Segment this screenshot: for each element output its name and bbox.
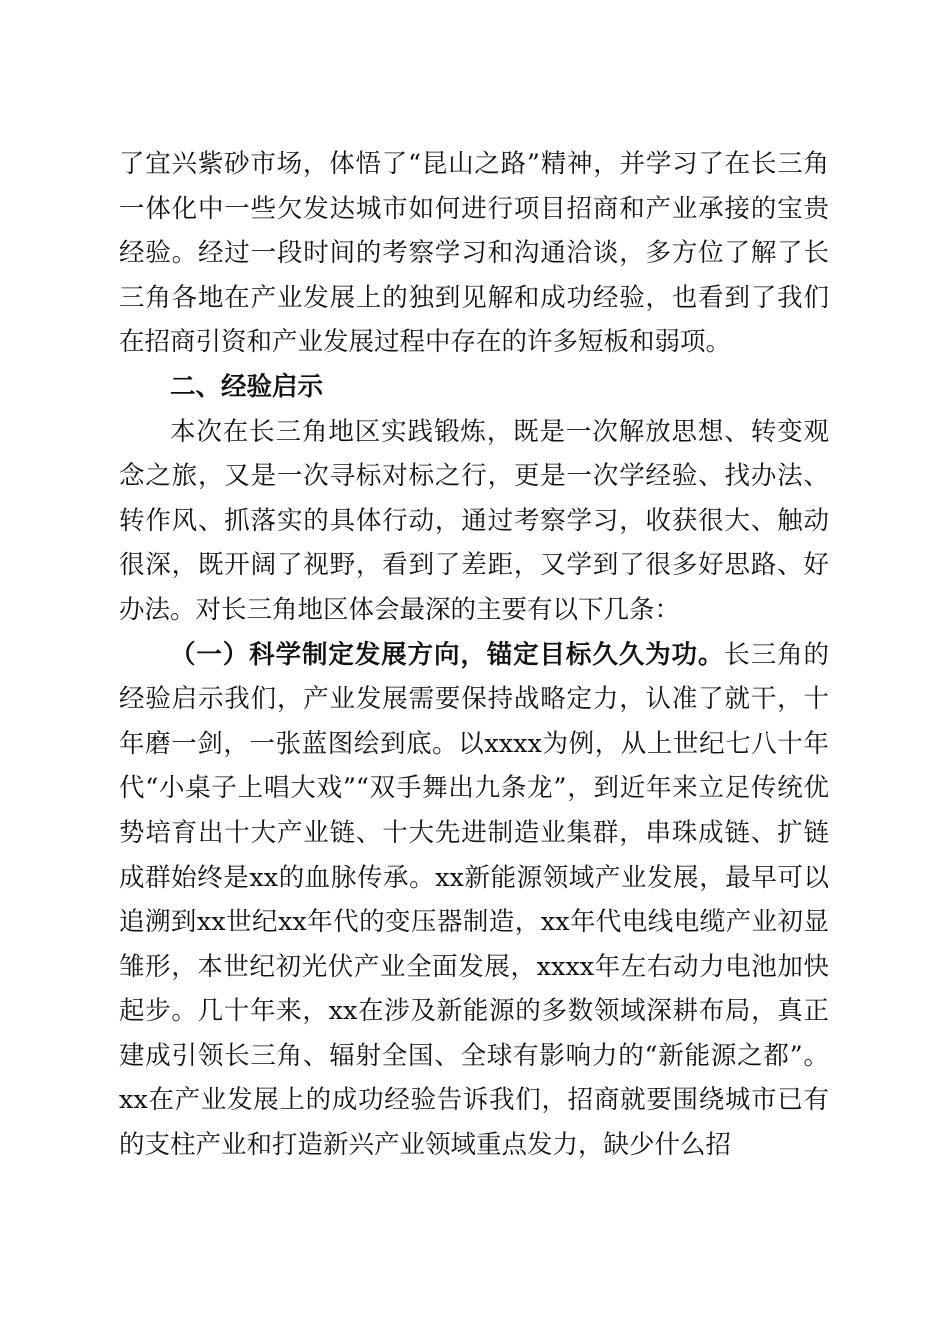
point-one-title: （一）科学制定发展方向，锚定目标久久为功。 <box>170 639 725 670</box>
point-one-body: 长三角的经验启示我们，产业发展需要保持战略定力，认准了就干，十年磨一剑，一张蓝图绘到底。以xxxx为例，从上世纪七八十年代“小桌子上唱大戏”“双手舞出九条龙”，到近年来立足传统优势培育出十大产业链、十大先进制造业集群，串珠成链、扩链成群始终是xx的血脉传承。xx新能源领域产业发展，最早可以追溯到xx世纪xx年代的变压器制造，xx年代电线电缆产业初显雏形，本世纪初光伏产业全面发展，xxxx年左右动力电池加快起步。几十年来，xx在涉及新能源的多数领域深耕布局，真正建成引领长三角、辐射全国、全球有影响力的“新能源之都”。xx在产业发展上的成功经验告诉我们，招商就要围绕城市已有的支柱产业和打造新兴产业领域重点发力，缺少什么招 <box>119 639 829 1161</box>
point-one-paragraph <box>119 633 829 1168</box>
intro-paragraph: 本次在长三角地区实践锻炼，既是一次解放思想、转变观念之旅，又是一次寻标对标之行，更是一次学经验、找办法、转作风、抓落实的具体行动，通过考察学习，收获很大、触动很深，既开阔了视野，看到了差距，又学到了很多好思路、好办法。对长三角地区体会最深的主要有以下几条： <box>119 416 829 625</box>
document-body <box>119 142 829 1168</box>
continued-paragraph: 了宜兴紫砂市场，体悟了“昆山之路”精神，并学习了在长三角一体化中一些欠发达城市如何进行项目招商和产业承接的宝贵经验。经过一段时间的考察学习和沟通洽谈，多方位了解了长三角各地在产业发展上的独到见解和成功经验，也看到了我们在招商引资和产业发展过程中存在的许多短板和弱项。 <box>119 149 829 358</box>
section-heading: 二、经验启示 <box>170 371 324 402</box>
